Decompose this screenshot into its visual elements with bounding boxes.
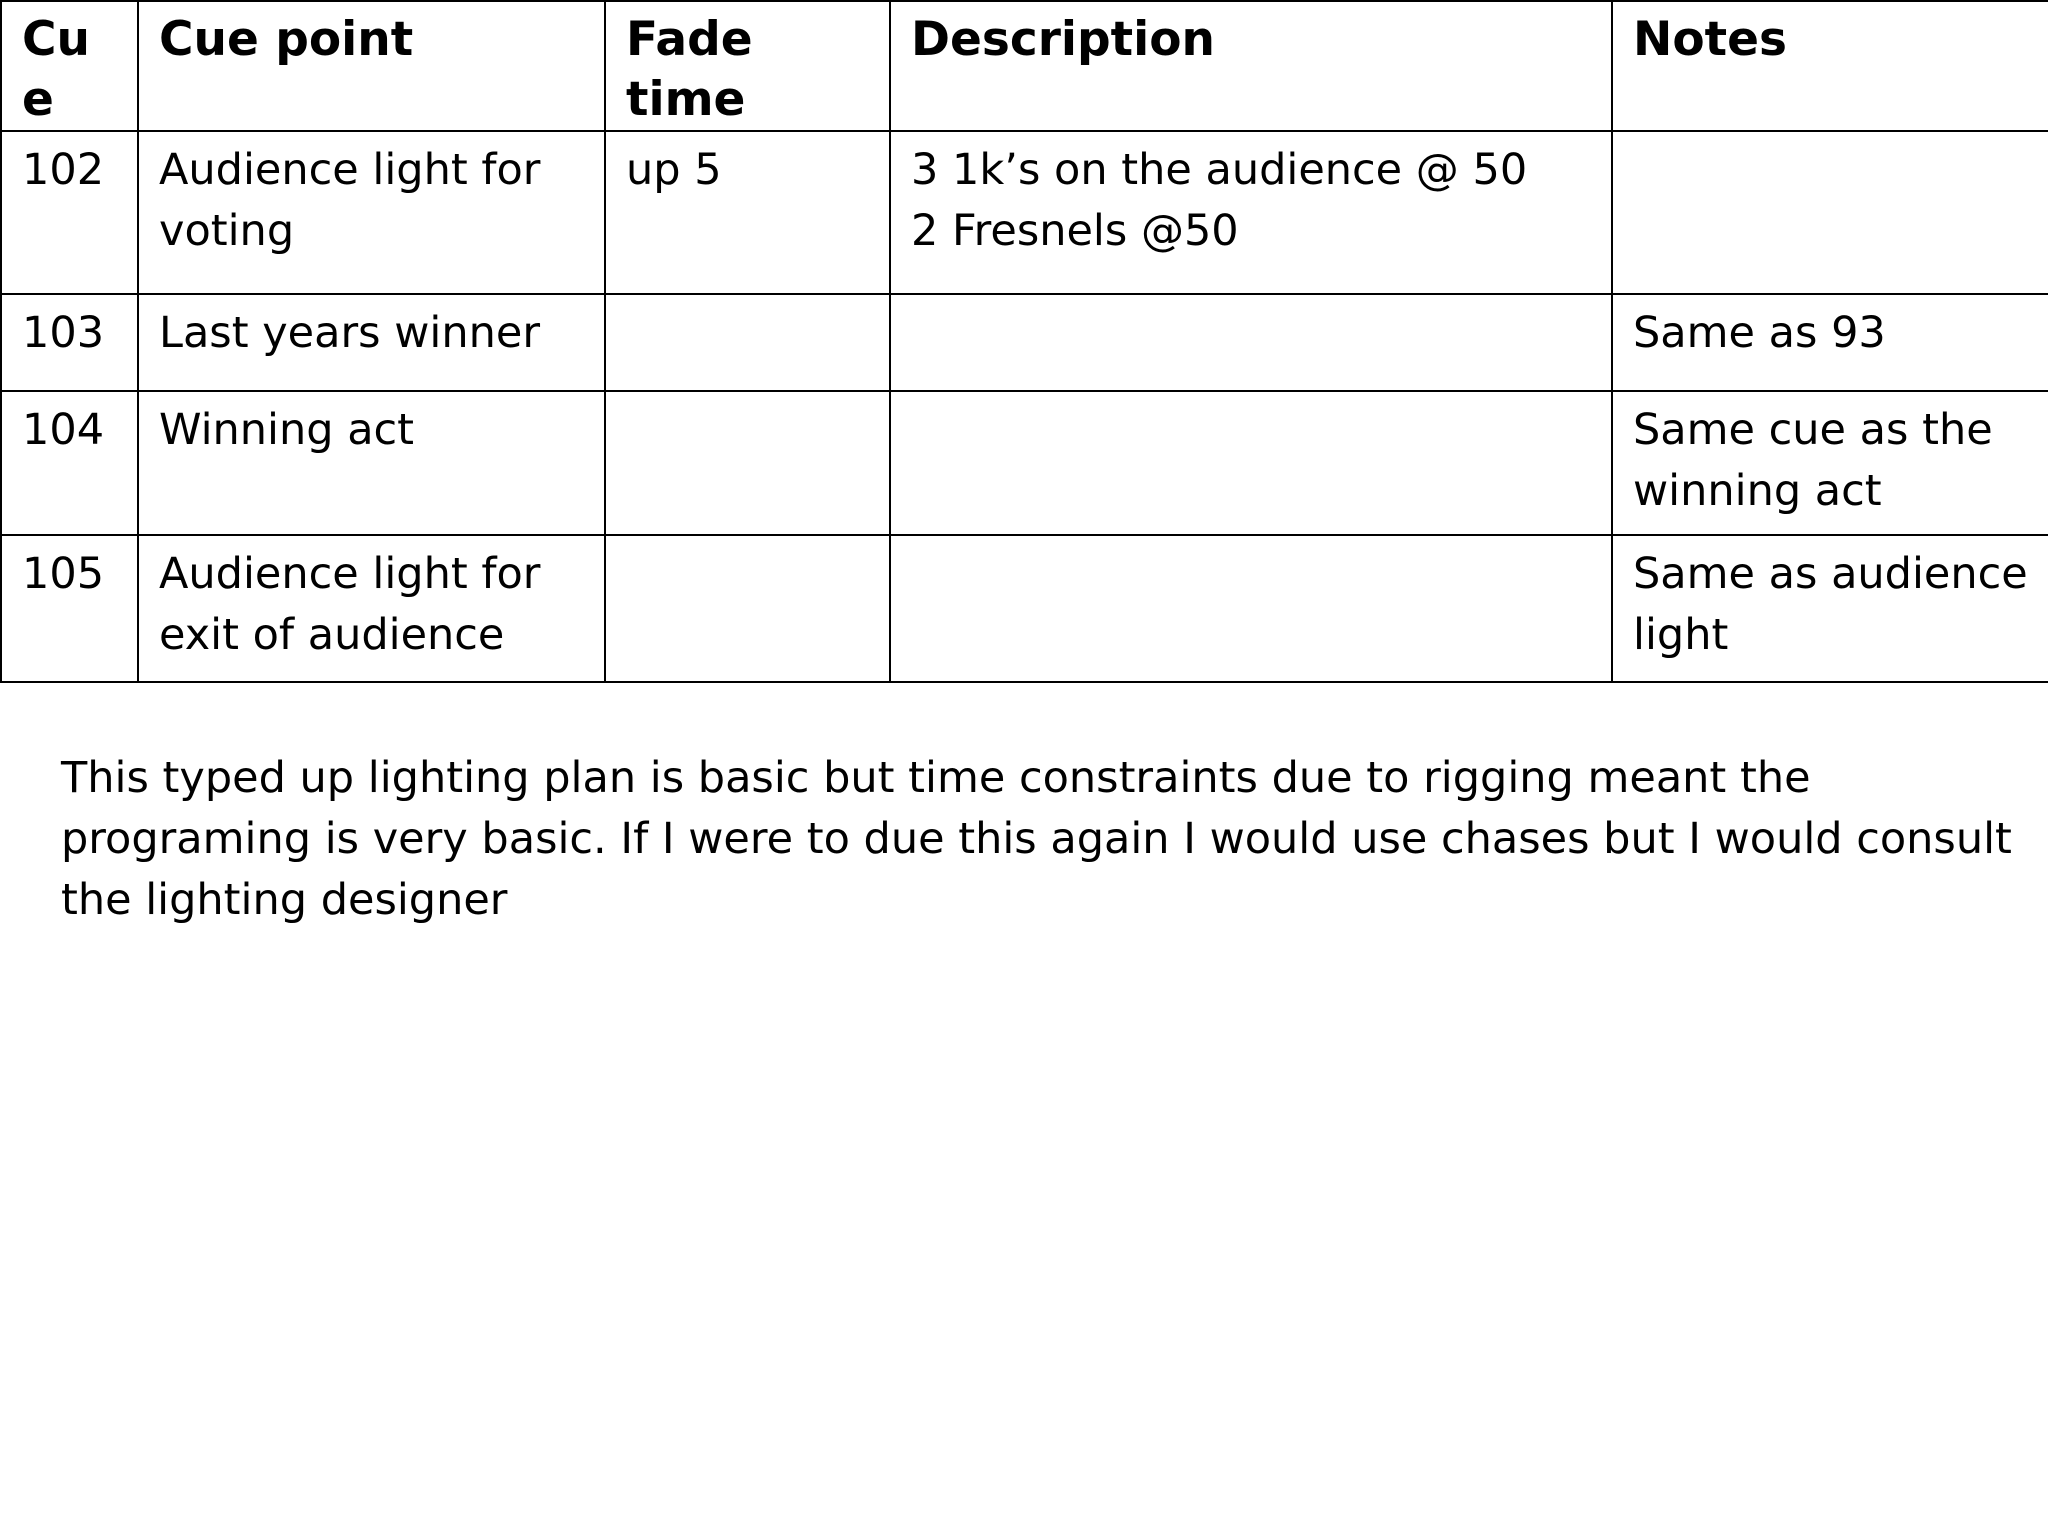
cue-number: 104 [22,405,105,455]
cue-table [0,0,2048,683]
cue-number-cell [1,535,138,682]
cue-point-line: voting [159,206,295,256]
header-row [1,1,2048,131]
description-cell [890,294,1612,391]
fade-time-cell [605,294,890,391]
notes-line: Same cue as the [1633,405,1993,455]
description-line: 2 Fresnels @50 [911,206,1239,256]
description-line: 3 1k’s on the audience @ 50 [911,145,1528,195]
cue-number: 103 [22,308,105,358]
table-row [1,294,2048,391]
cue-point-cell [138,535,605,682]
cue-number-cell [1,391,138,535]
notes-cell [1612,294,2048,391]
notes-cell [1612,391,2048,535]
fade-time: up 5 [626,145,722,195]
cue-point-line: Last years winner [159,308,540,358]
cue-point-cell [138,131,605,294]
description-cell [890,391,1612,535]
notes-cell [1612,131,2048,294]
commentary-line: the lighting designer [61,875,508,925]
cue-point-line: Audience light for [159,549,541,599]
cue-point-cell [138,294,605,391]
table-row [1,535,2048,682]
notes-cell [1612,535,2048,682]
notes-line: Same as 93 [1633,308,1886,358]
commentary-paragraph [61,748,2021,931]
header-cue-point: Cue point [138,1,605,131]
fade-time-cell [605,131,890,294]
cue-number-cell [1,131,138,294]
cue-number-cell [1,294,138,391]
cue-point-line: Winning act [159,405,415,455]
header-cue: Cue [1,1,138,131]
description-cell [890,535,1612,682]
table-row [1,391,2048,535]
notes-line: winning act [1633,466,1882,516]
notes-line: Same as audience [1633,549,2028,599]
cue-number: 102 [22,145,105,195]
header-description: Description [890,1,1612,131]
table-row [1,131,2048,294]
cue-number: 105 [22,549,105,599]
description-cell [890,131,1612,294]
header-notes: Notes [1612,1,2048,131]
notes-line: light [1633,610,1729,660]
cue-point-line: Audience light for [159,145,541,195]
fade-time-cell [605,391,890,535]
header-fade-time: Fade time [605,1,890,131]
cue-point-cell [138,391,605,535]
cue-point-line: exit of audience [159,610,505,660]
fade-time-cell [605,535,890,682]
commentary-line: programing is very basic. If I were to due this again I would use chases but I would consult [61,814,2012,864]
commentary-line: This typed up lighting plan is basic but time constraints due to rigging meant the [61,753,1811,803]
